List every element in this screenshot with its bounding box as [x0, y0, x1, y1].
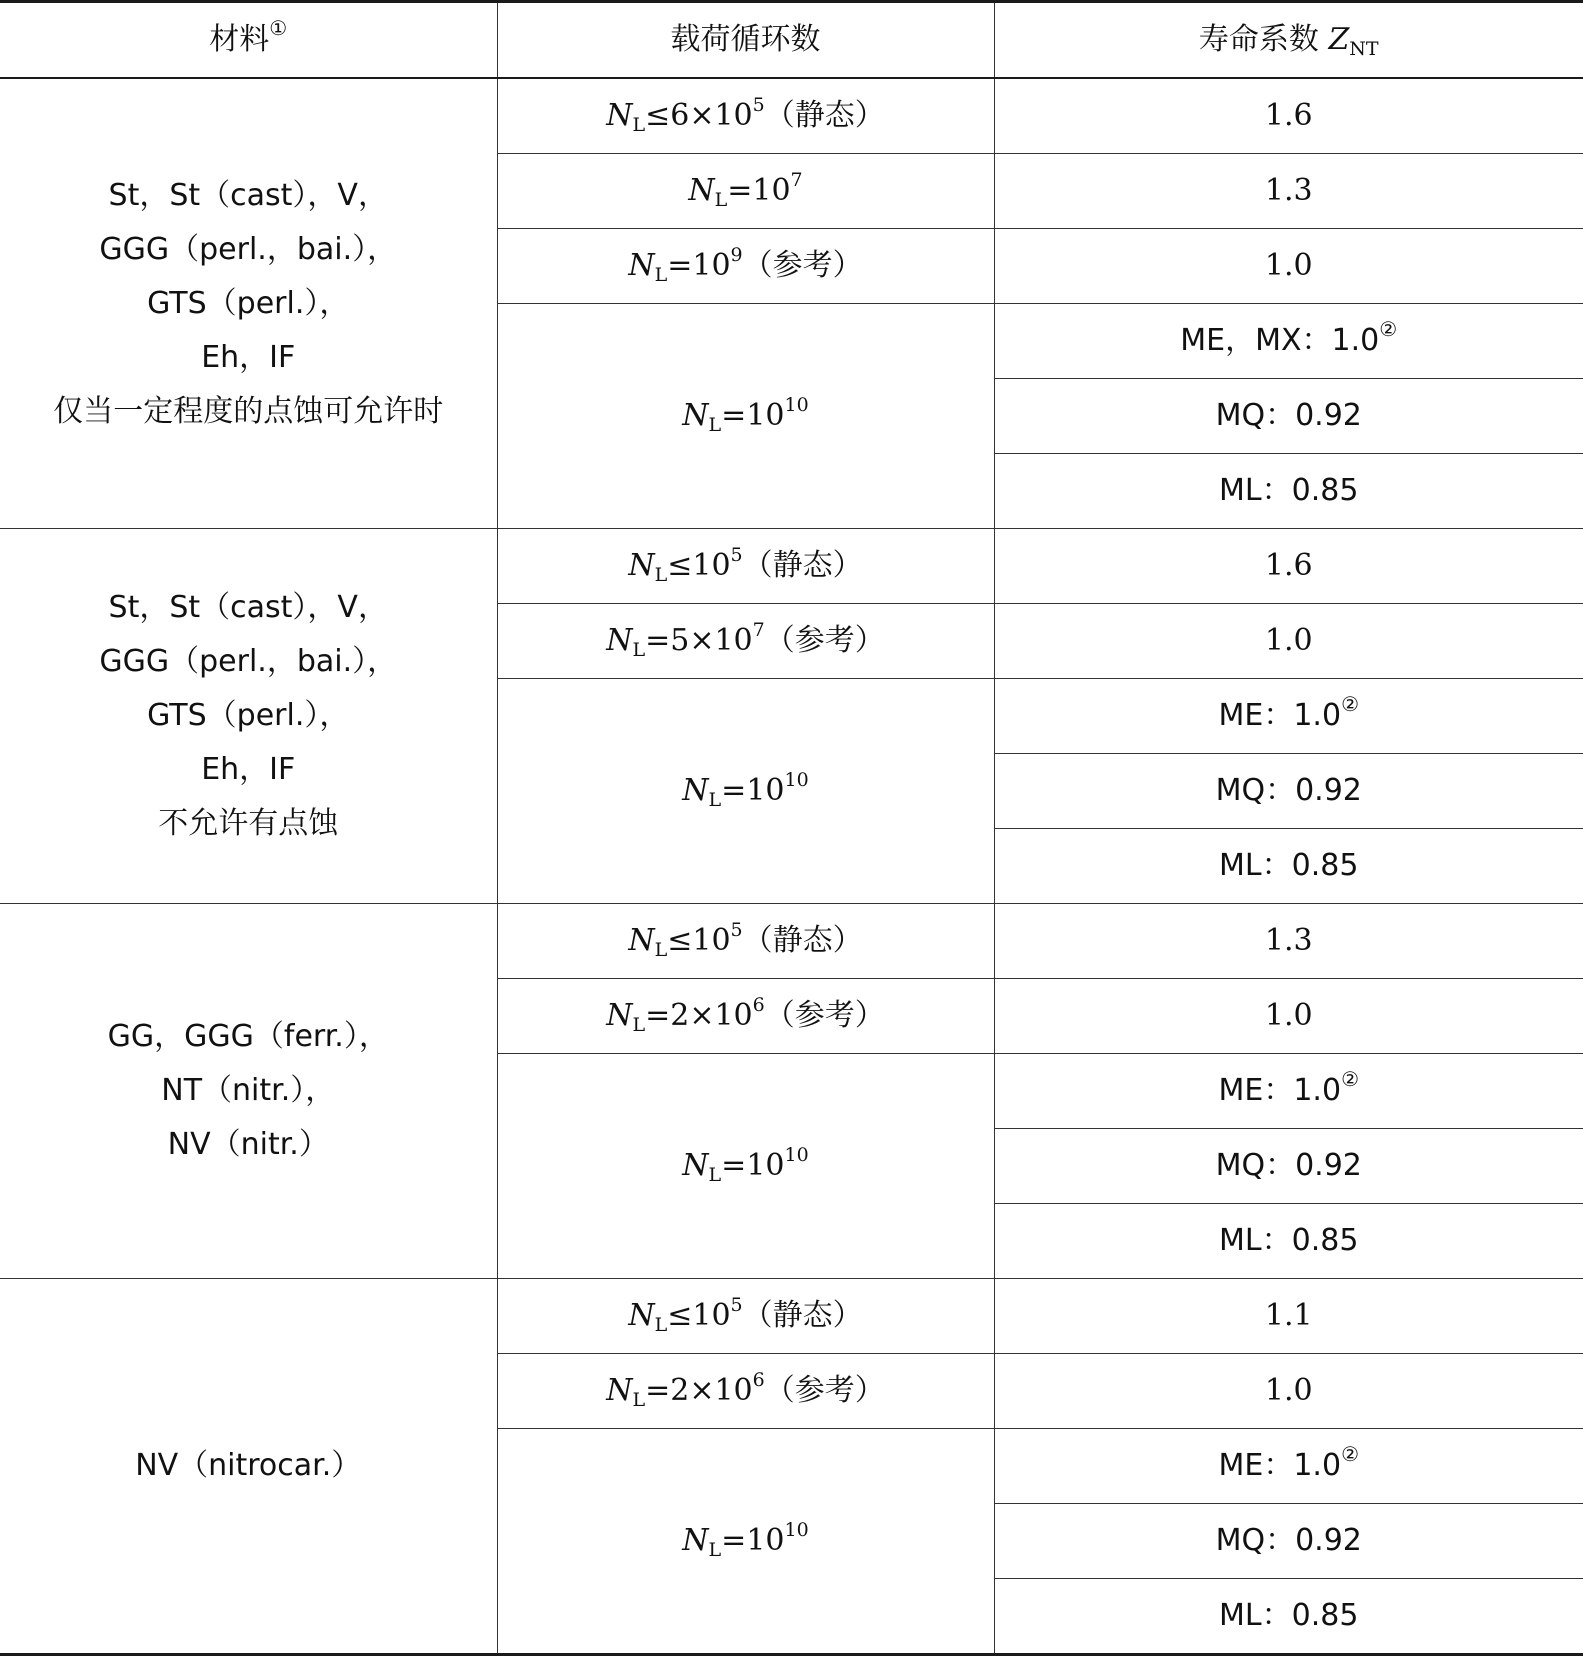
- life-factor-cell: 1.6: [994, 529, 1583, 604]
- material-line: GTS（perl.），: [147, 698, 350, 733]
- material-cell: [0, 904, 497, 1279]
- load-cycles-cell: $N_L=5\times 10^7$（参考）: [497, 604, 994, 679]
- load-cycles-cell: $N_L=2\times 10^6$（参考）: [497, 979, 994, 1054]
- load-cycles-cell: $N_L=10^{10}$: [497, 679, 994, 904]
- material-line: NT（nitr.），: [161, 1073, 336, 1108]
- material-line: GGG（perl.，bai.），: [99, 644, 398, 679]
- load-cycles-cell: $N_L=10^9$（参考）: [497, 229, 994, 304]
- load-cycles-cell: $N_L=10^{10}$: [497, 304, 994, 529]
- life-factor-cell: ME，MX：1.0②: [994, 304, 1583, 379]
- material-cell: [0, 529, 497, 904]
- load-cycles-cell: $N_L\le 10^5$（静态）: [497, 904, 994, 979]
- material-line: St，St（cast），V，: [108, 590, 388, 625]
- load-cycles-cell: $N_L=2\times 10^6$（参考）: [497, 1354, 994, 1429]
- life-factor-cell: ME：1.0②: [994, 1429, 1583, 1504]
- material-line: NV（nitr.）: [167, 1127, 329, 1162]
- life-factor-cell: ME：1.0②: [994, 679, 1583, 754]
- life-factor-cell: ML：0.85: [994, 1204, 1583, 1279]
- life-factor-cell: ME：1.0②: [994, 1054, 1583, 1129]
- material-line: 不允许有点蚀: [158, 806, 339, 841]
- material-line: 仅当一定程度的点蚀可允许时: [53, 393, 444, 429]
- material-line: GGG（perl.，bai.），: [99, 231, 398, 267]
- life-factor-cell: 1.0: [994, 604, 1583, 679]
- life-factor-cell: MQ：0.92: [994, 1504, 1583, 1579]
- material-line: GTS（perl.），: [147, 285, 350, 321]
- table-row: [0, 78, 1583, 154]
- life-factor-cell: 1.3: [994, 904, 1583, 979]
- load-cycles-cell: $N_L\le 10^5$（静态）: [497, 529, 994, 604]
- load-cycles-cell: $N_L=10^{10}$: [497, 1054, 994, 1279]
- life-factor-cell: ML：0.85: [994, 454, 1583, 529]
- header-cycles: 载荷循环数: [497, 2, 994, 79]
- life-factor-cell: MQ：0.92: [994, 754, 1583, 829]
- life-factor-cell: 1.0: [994, 1354, 1583, 1429]
- table-row: [0, 1279, 1583, 1354]
- life-factor-cell: MQ：0.92: [994, 379, 1583, 454]
- material-cell: [0, 78, 497, 529]
- life-factor-cell: 1.3: [994, 154, 1583, 229]
- table-row: [0, 529, 1583, 604]
- life-factor-cell: ML：0.85: [994, 829, 1583, 904]
- life-factor-cell: MQ：0.92: [994, 1129, 1583, 1204]
- load-cycles-cell: $N_L\le 6\times 10^5$（静态）: [497, 78, 994, 154]
- life-factor-cell: 1.0: [994, 979, 1583, 1054]
- life-factor-cell: 1.0: [994, 229, 1583, 304]
- life-factor-cell: 1.1: [994, 1279, 1583, 1354]
- material-line: Eh，IF: [201, 752, 296, 787]
- load-cycles-cell: $N_L=10^{10}$: [497, 1429, 994, 1655]
- life-factor-cell: ML：0.85: [994, 1579, 1583, 1655]
- material-cell: [0, 1279, 497, 1655]
- table-header-row: [0, 2, 1583, 79]
- table-row: [0, 904, 1583, 979]
- load-cycles-cell: $N_L\le 10^5$（静态）: [497, 1279, 994, 1354]
- material-line: GG，GGG（ferr.），: [107, 1019, 389, 1054]
- material-line: NV（nitrocar.）: [135, 1448, 362, 1483]
- material-line: St，St（cast），V，: [108, 177, 388, 213]
- load-cycles-cell: $N_L=10^7$: [497, 154, 994, 229]
- life-factor-cell: 1.6: [994, 78, 1583, 154]
- material-line: Eh，IF: [201, 339, 296, 375]
- header-material: 材料①: [0, 2, 497, 79]
- header-factor: 寿命系数 $Z_{NT}$: [994, 2, 1583, 79]
